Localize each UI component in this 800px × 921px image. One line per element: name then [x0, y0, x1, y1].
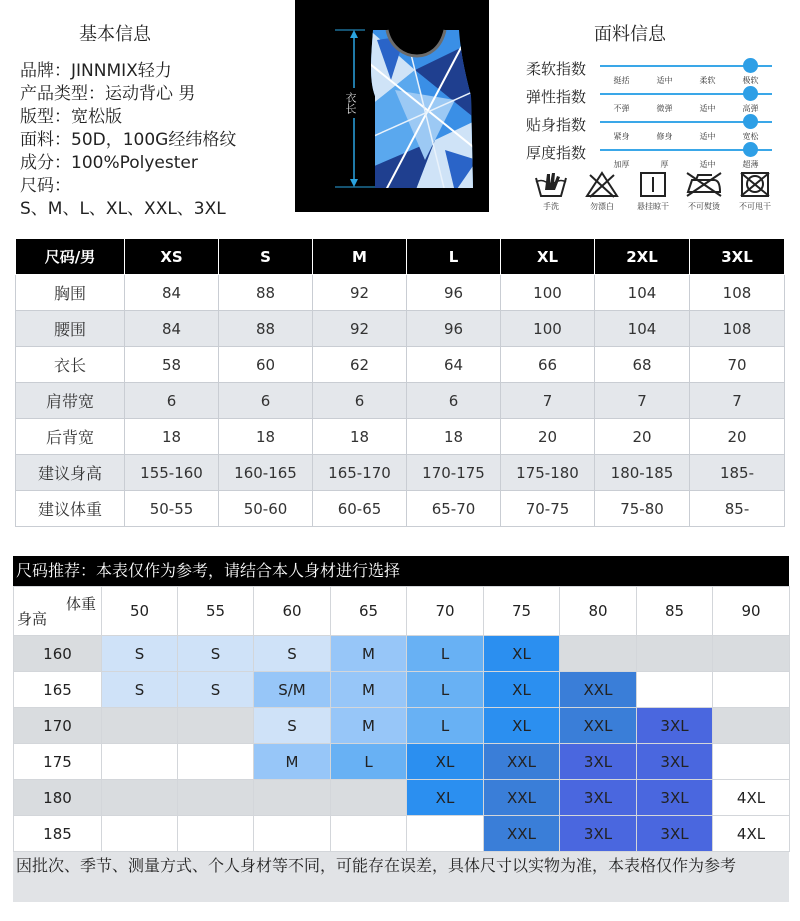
size-cell: 65-70: [407, 491, 501, 527]
recommendation-cell: [713, 636, 790, 672]
size-cell: 88: [219, 311, 313, 347]
size-header-cell: 2XL: [595, 239, 690, 275]
size-cell: 58: [125, 347, 219, 383]
recommendation-cell: [178, 780, 254, 816]
recommendation-cell: [560, 636, 637, 672]
height-cell: 170: [14, 708, 102, 744]
height-label: 身高: [17, 610, 48, 628]
size-cell: 92: [313, 275, 407, 311]
recommendation-cell: S/M: [254, 672, 331, 708]
recommendation-row: [14, 816, 790, 852]
fabric-option: 厚: [660, 160, 669, 169]
recommendation-cell: M: [331, 708, 407, 744]
length-label: 衣长: [344, 92, 357, 114]
size-header-cell: XL: [501, 239, 595, 275]
fabric-row-thickness: [520, 140, 790, 168]
size-cell: 165-170: [313, 455, 407, 491]
recommendation-cell: [102, 816, 178, 852]
weight-label: 体重: [65, 595, 96, 613]
no-iron-icon: [684, 170, 724, 198]
basic-info-fit: 版型：宽松版: [20, 107, 122, 127]
no-bleach-icon: [584, 170, 620, 198]
size-header-cell: M: [313, 239, 407, 275]
size-table: [15, 238, 785, 527]
size-cell: 18: [125, 419, 219, 455]
size-cell: 70-75: [501, 491, 595, 527]
size-cell: 20: [690, 419, 785, 455]
recommendation-cell: XXL: [560, 672, 637, 708]
size-cell: 66: [501, 347, 595, 383]
size-cell: 18: [407, 419, 501, 455]
size-cell: 96: [407, 311, 501, 347]
size-table-row: [16, 419, 785, 455]
recommendation-cell: 3XL: [560, 816, 637, 852]
basic-info-fabric: 面料：50D，100G经纬格纹: [20, 130, 237, 150]
hand-wash-icon: [533, 170, 569, 198]
size-cell: 104: [595, 311, 690, 347]
height-cell: 160: [14, 636, 102, 672]
fabric-option: 适中: [699, 104, 716, 113]
fabric-option: 柔软: [699, 76, 716, 85]
size-cell: 20: [501, 419, 595, 455]
recommendation-cell: [713, 672, 790, 708]
recommendation-title: 尺码推荐：本表仅作为参考，请结合本人身材进行选择: [13, 556, 789, 586]
care-item: [732, 170, 778, 212]
weight-header-cell: 85: [637, 587, 713, 636]
recommendation-header: [14, 587, 790, 636]
basic-info-size-label: 尺码：: [20, 176, 71, 196]
size-cell: 18: [313, 419, 407, 455]
recommendation-cell: XXL: [484, 780, 560, 816]
fabric-level-knob: [743, 58, 758, 73]
recommendation-cell: XL: [484, 708, 560, 744]
recommendation-cell: L: [407, 672, 484, 708]
size-cell: 6: [219, 383, 313, 419]
size-cell: 88: [219, 275, 313, 311]
recommendation-cell: 4XL: [713, 816, 790, 852]
basic-info-title: 基本信息: [79, 24, 151, 45]
size-cell: 60: [219, 347, 313, 383]
recommendation-cell: S: [102, 672, 178, 708]
fabric-option: 修身: [656, 132, 673, 141]
recommendation-cell: [407, 816, 484, 852]
care-label: 勿漂白: [590, 202, 614, 211]
weight-header-cell: 65: [331, 587, 407, 636]
size-header-cell: 尺码/男: [16, 239, 125, 275]
size-cell: 7: [501, 383, 595, 419]
recommendation-cell: [102, 780, 178, 816]
fabric-level-knob: [743, 86, 758, 101]
size-cell: 18: [219, 419, 313, 455]
recommendation-cell: 3XL: [560, 780, 637, 816]
basic-info-sizes: S、M、L、XL、XXL、3XL: [20, 199, 226, 219]
size-cell: 50-60: [219, 491, 313, 527]
recommendation-cell: [713, 708, 790, 744]
size-cell: 64: [407, 347, 501, 383]
fabric-label: 厚度指数: [526, 144, 587, 162]
size-cell: 92: [313, 311, 407, 347]
recommendation-cell: XXL: [560, 708, 637, 744]
size-cell: 108: [690, 311, 785, 347]
basic-info-composition: 成分：100%Polyester: [20, 153, 198, 173]
size-cell: 180-185: [595, 455, 690, 491]
recommendation-cell: XL: [407, 780, 484, 816]
size-cell: 84: [125, 311, 219, 347]
recommendation-cell: M: [331, 636, 407, 672]
recommendation-cell: [102, 708, 178, 744]
size-cell: 175-180: [501, 455, 595, 491]
fabric-row-fit: [520, 112, 790, 140]
recommendation-cell: S: [178, 672, 254, 708]
weight-header-cell: 75: [484, 587, 560, 636]
fabric-label: 弹性指数: [526, 88, 587, 106]
height-cell: 175: [14, 744, 102, 780]
size-recommendation: [13, 556, 789, 902]
size-cell: 60-65: [313, 491, 407, 527]
size-cell: 155-160: [125, 455, 219, 491]
care-item: [528, 170, 574, 212]
recommendation-row: [14, 744, 790, 780]
recommendation-cell: 3XL: [637, 780, 713, 816]
recommendation-cell: 3XL: [637, 816, 713, 852]
hang-dry-icon: [635, 170, 671, 198]
product-image: [295, 0, 489, 212]
size-table-row: [16, 455, 785, 491]
care-label: 不可甩干: [739, 202, 771, 211]
recommendation-cell: [178, 816, 254, 852]
weight-header-cell: 80: [560, 587, 637, 636]
fabric-option: 极软: [742, 76, 759, 85]
recommendation-cell: [331, 816, 407, 852]
size-row-label: 建议身高: [16, 455, 125, 491]
recommendation-row: [14, 636, 790, 672]
fabric-label: 柔软指数: [526, 60, 587, 78]
size-row-label: 胸围: [16, 275, 125, 311]
size-table-header: [16, 239, 785, 275]
weight-header-cell: 55: [178, 587, 254, 636]
fabric-option: 适中: [699, 160, 716, 169]
fabric-row-elasticity: [520, 84, 790, 112]
care-item: [630, 170, 676, 212]
size-cell: 108: [690, 275, 785, 311]
care-label: 手洗: [543, 202, 559, 211]
fabric-option: 挺括: [613, 76, 630, 85]
fabric-option: 不弹: [613, 104, 630, 113]
size-cell: 185-: [690, 455, 785, 491]
fabric-level-knob: [743, 114, 758, 129]
recommendation-cell: XXL: [484, 744, 560, 780]
fabric-option: 适中: [699, 132, 716, 141]
recommendation-cell: [102, 744, 178, 780]
recommendation-cell: XL: [484, 636, 560, 672]
size-cell: 7: [690, 383, 785, 419]
size-header-cell: L: [407, 239, 501, 275]
recommendation-cell: [178, 708, 254, 744]
basic-info-section: [20, 20, 290, 221]
size-cell: 20: [595, 419, 690, 455]
recommendation-cell: [331, 780, 407, 816]
size-row-label: 后背宽: [16, 419, 125, 455]
recommendation-cell: S: [254, 708, 331, 744]
recommendation-cell: M: [254, 744, 331, 780]
size-cell: 84: [125, 275, 219, 311]
fabric-option: 超薄: [742, 160, 759, 169]
size-cell: 70: [690, 347, 785, 383]
recommendation-cell: 4XL: [713, 780, 790, 816]
recommendation-row: [14, 672, 790, 708]
recommendation-cell: [637, 672, 713, 708]
size-table-row: [16, 491, 785, 527]
size-header-cell: 3XL: [690, 239, 785, 275]
recommendation-table: [13, 586, 790, 852]
size-cell: 100: [501, 311, 595, 347]
size-cell: 75-80: [595, 491, 690, 527]
height-cell: 165: [14, 672, 102, 708]
recommendation-cell: 3XL: [637, 708, 713, 744]
size-row-label: 腰围: [16, 311, 125, 347]
care-symbols: [528, 170, 778, 212]
size-table-row: [16, 275, 785, 311]
size-cell: 100: [501, 275, 595, 311]
fabric-options: [600, 159, 772, 170]
recommendation-cell: L: [407, 708, 484, 744]
care-item: [681, 170, 727, 212]
size-cell: 50-55: [125, 491, 219, 527]
recommendation-cell: [178, 744, 254, 780]
size-row-label: 建议体重: [16, 491, 125, 527]
size-cell: 85-: [690, 491, 785, 527]
care-item: [579, 170, 625, 212]
size-cell: 104: [595, 275, 690, 311]
no-tumble-dry-icon: [737, 170, 773, 198]
weight-header-cell: 60: [254, 587, 331, 636]
recommendation-cell: [254, 780, 331, 816]
size-cell: 68: [595, 347, 690, 383]
weight-header-cell: 90: [713, 587, 790, 636]
recommendation-cell: S: [254, 636, 331, 672]
recommendation-cell: L: [331, 744, 407, 780]
fabric-option: 紧身: [613, 132, 630, 141]
recommendation-note: 因批次、季节、测量方式、个人身材等不同，可能存在误差，具体尺寸以实物为准，本表格仅作为参考: [13, 852, 789, 902]
basic-info-brand: 品牌：JINNMIX轻力: [20, 61, 172, 81]
fabric-option: 加厚: [613, 160, 630, 169]
recommendation-cell: [637, 636, 713, 672]
weight-header-cell: 50: [102, 587, 178, 636]
size-row-label: 衣长: [16, 347, 125, 383]
recommendation-cell: 3XL: [560, 744, 637, 780]
fabric-level-knob: [743, 142, 758, 157]
size-cell: 6: [313, 383, 407, 419]
size-cell: 160-165: [219, 455, 313, 491]
size-table-row: [16, 383, 785, 419]
recommendation-cell: 3XL: [637, 744, 713, 780]
size-table-row: [16, 347, 785, 383]
size-cell: 96: [407, 275, 501, 311]
size-cell: 6: [407, 383, 501, 419]
size-cell: 7: [595, 383, 690, 419]
recommendation-cell: [713, 744, 790, 780]
height-cell: 185: [14, 816, 102, 852]
recommendation-cell: M: [331, 672, 407, 708]
recommendation-row: [14, 780, 790, 816]
fabric-option: 高弹: [742, 104, 759, 113]
fabric-option: 适中: [656, 76, 673, 85]
recommendation-cell: L: [407, 636, 484, 672]
size-cell: 170-175: [407, 455, 501, 491]
size-header-cell: S: [219, 239, 313, 275]
recommendation-cell: XL: [407, 744, 484, 780]
fabric-label: 贴身指数: [526, 116, 587, 134]
fabric-info-section: [520, 20, 790, 168]
recommendation-row: [14, 708, 790, 744]
recommendation-cell: [254, 816, 331, 852]
height-cell: 180: [14, 780, 102, 816]
fabric-info-title: 面料信息: [594, 24, 666, 45]
fabric-option: 宽松: [742, 132, 759, 141]
size-cell: 62: [313, 347, 407, 383]
recommendation-cell: S: [102, 636, 178, 672]
recommendation-corner: [14, 587, 102, 636]
fabric-option: 微弹: [656, 104, 673, 113]
care-label: 不可熨烫: [688, 202, 720, 211]
recommendation-cell: S: [178, 636, 254, 672]
weight-header-cell: 70: [407, 587, 484, 636]
size-header-cell: XS: [125, 239, 219, 275]
care-label: 悬挂晾干: [637, 202, 669, 211]
basic-info-type: 产品类型：运动背心 男: [20, 84, 196, 104]
size-cell: 6: [125, 383, 219, 419]
size-row-label: 肩带宽: [16, 383, 125, 419]
recommendation-cell: XXL: [484, 816, 560, 852]
size-table-row: [16, 311, 785, 347]
fabric-row-softness: [520, 56, 790, 84]
recommendation-cell: XL: [484, 672, 560, 708]
